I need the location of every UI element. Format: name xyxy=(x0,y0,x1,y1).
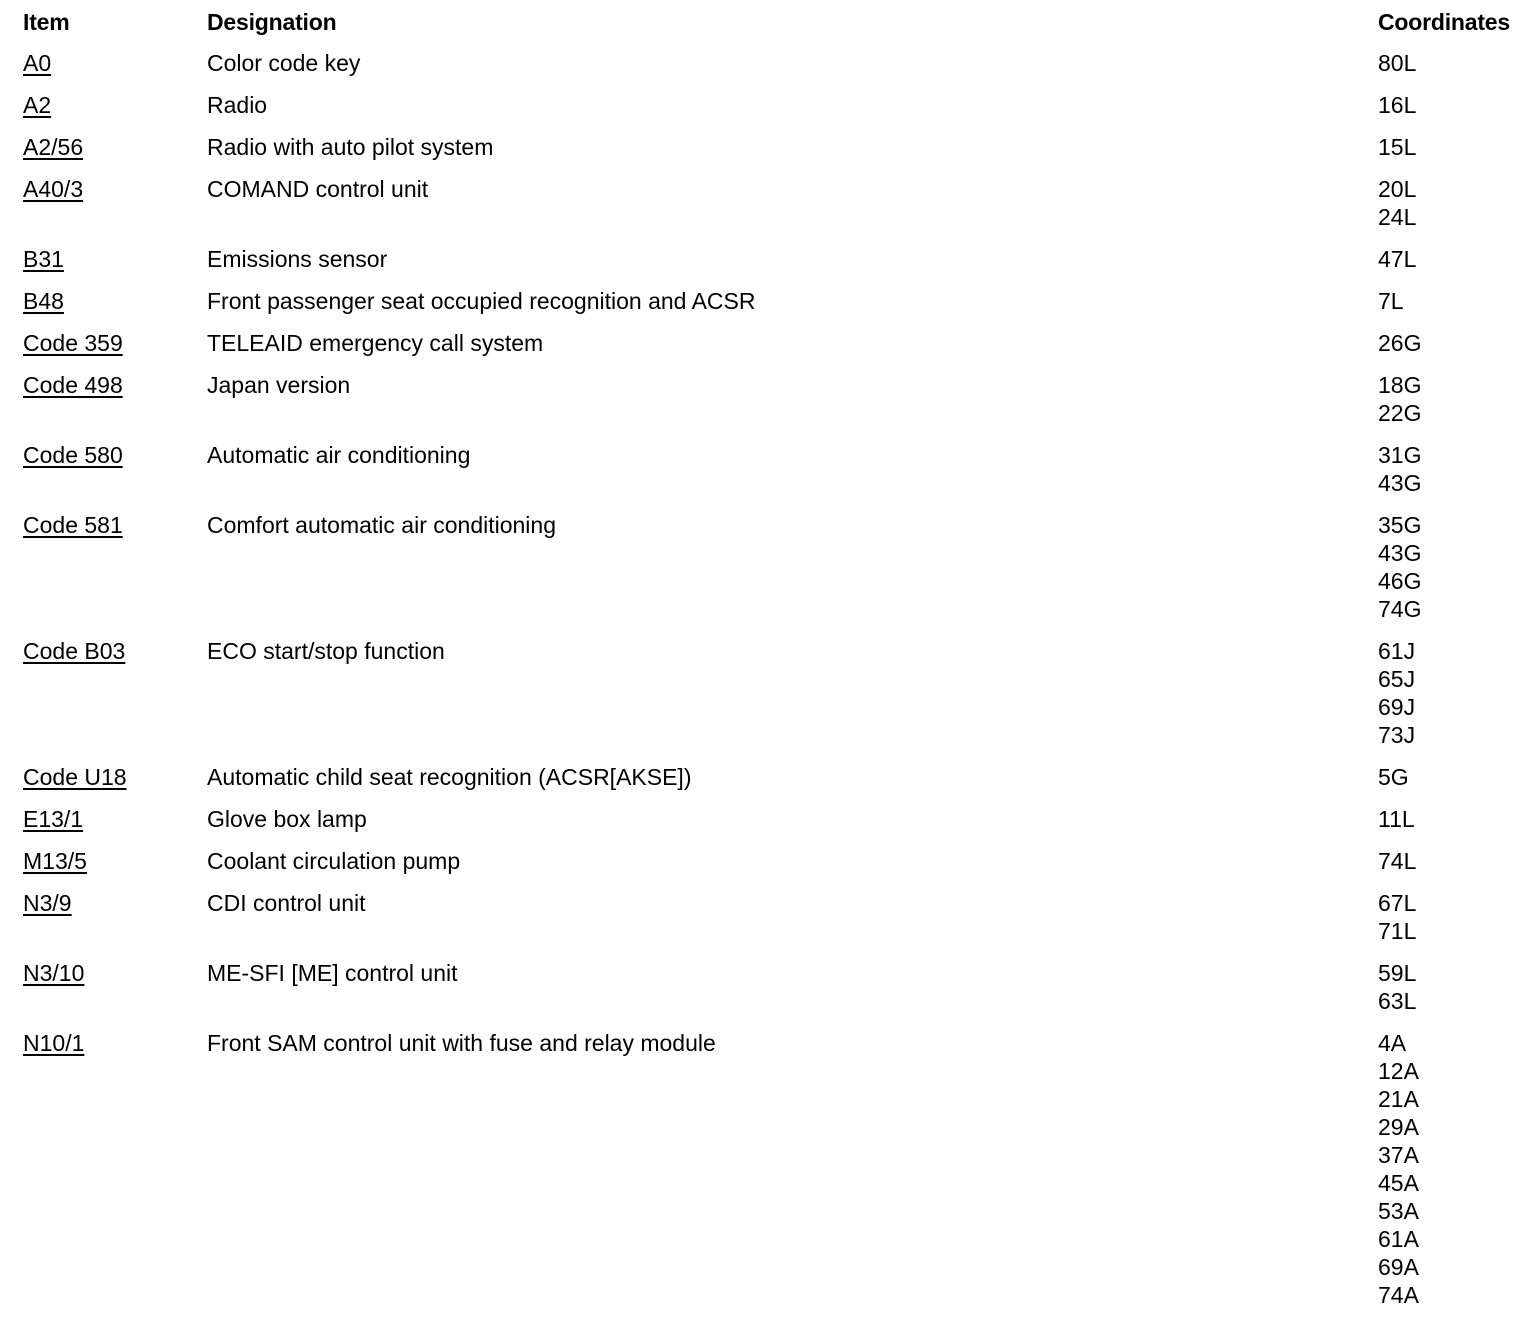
coordinate-value: 73J xyxy=(1378,722,1416,748)
coordinate-value: 65J xyxy=(1378,666,1416,692)
designation-cell: Japan version xyxy=(207,372,351,398)
designation-cell: ME-SFI [ME] control unit xyxy=(207,960,458,986)
item-link[interactable]: B31 xyxy=(23,246,64,272)
item-link[interactable]: E13/1 xyxy=(23,806,84,832)
coordinates-cell xyxy=(1378,763,1528,791)
coordinate-value: 15L xyxy=(1378,134,1417,160)
item-cell xyxy=(23,133,83,161)
item-link[interactable]: B48 xyxy=(23,288,64,314)
coordinates-cell xyxy=(1378,175,1528,231)
item-cell xyxy=(23,889,72,917)
table-row xyxy=(0,371,1536,427)
item-link[interactable]: A2 xyxy=(23,92,52,118)
table-row xyxy=(0,847,1536,875)
coordinate-value: 11L xyxy=(1378,806,1415,832)
coordinates-cell xyxy=(1378,959,1528,1015)
designation-cell: Automatic air conditioning xyxy=(207,442,471,468)
coordinate-value: 7L xyxy=(1378,288,1404,314)
table-row xyxy=(0,763,1536,791)
item-cell xyxy=(23,371,123,399)
table-row xyxy=(0,91,1536,119)
table-row xyxy=(0,287,1536,315)
coordinate-value: 16L xyxy=(1378,92,1417,118)
coordinate-value: 46G xyxy=(1378,568,1422,594)
coordinate-value: 67L xyxy=(1378,890,1417,916)
coordinate-value: 22G xyxy=(1378,400,1422,426)
table-row xyxy=(0,245,1536,273)
coordinate-value: 47L xyxy=(1378,246,1417,272)
coordinate-value: 61A xyxy=(1378,1226,1419,1252)
table-row xyxy=(0,133,1536,161)
coordinate-value: 12A xyxy=(1378,1058,1419,1084)
item-cell xyxy=(23,959,84,987)
designation-column-header: Designation xyxy=(207,9,337,35)
coordinate-value: 69A xyxy=(1378,1254,1419,1280)
item-cell xyxy=(23,245,64,273)
coordinate-value: 21A xyxy=(1378,1086,1419,1112)
coordinate-value: 43G xyxy=(1378,540,1422,566)
designation-cell: Coolant circulation pump xyxy=(207,848,461,874)
coordinate-value: 5G xyxy=(1378,764,1409,790)
designation-cell: Radio xyxy=(207,92,268,118)
item-link[interactable]: M13/5 xyxy=(23,848,87,874)
item-link[interactable]: N10/1 xyxy=(23,1030,85,1056)
coordinates-cell xyxy=(1378,245,1528,273)
item-cell xyxy=(23,441,123,469)
coordinates-cell xyxy=(1378,371,1528,427)
item-cell xyxy=(23,175,83,203)
coordinates-cell xyxy=(1378,889,1528,945)
coordinates-cell xyxy=(1378,511,1528,623)
coordinates-cell xyxy=(1378,133,1528,161)
designation-cell: CDI control unit xyxy=(207,890,366,916)
item-cell xyxy=(23,511,123,539)
table-row xyxy=(0,1029,1536,1309)
designation-cell: Front SAM control unit with fuse and relay module xyxy=(207,1030,716,1056)
table-header xyxy=(0,8,1536,38)
item-cell xyxy=(23,637,125,665)
item-link[interactable]: Code 359 xyxy=(23,330,123,356)
coordinates-cell xyxy=(1378,91,1528,119)
coordinates-cell xyxy=(1378,49,1528,77)
coordinate-value: 24L xyxy=(1378,204,1417,230)
coordinates-column-header: Coordinates xyxy=(1378,9,1510,35)
designation-cell: TELEAID emergency call system xyxy=(207,330,544,356)
designation-cell: Glove box lamp xyxy=(207,806,367,832)
item-cell xyxy=(23,1029,84,1057)
item-cell xyxy=(23,329,123,357)
item-cell xyxy=(23,763,127,791)
coordinate-value: 80L xyxy=(1378,50,1417,76)
table-row xyxy=(0,329,1536,357)
table-row xyxy=(0,441,1536,497)
designation-cell: Radio with auto pilot system xyxy=(207,134,494,160)
coordinate-value: 59L xyxy=(1378,960,1417,986)
coordinate-value: 31G xyxy=(1378,442,1422,468)
coordinate-value: 71L xyxy=(1378,918,1417,944)
item-link[interactable]: Code 498 xyxy=(23,372,123,398)
coordinate-value: 63L xyxy=(1378,988,1417,1014)
designation-cell: Color code key xyxy=(207,50,361,76)
item-link[interactable]: Code 580 xyxy=(23,442,123,468)
designation-cell: Front passenger seat occupied recognition and ACSR xyxy=(207,288,756,314)
table-row xyxy=(0,805,1536,833)
item-cell xyxy=(23,91,51,119)
coordinate-value: 35G xyxy=(1378,512,1422,538)
item-link[interactable]: Code B03 xyxy=(23,638,126,664)
coordinates-cell xyxy=(1378,805,1528,833)
table-row xyxy=(0,49,1536,77)
designation-cell: Emissions sensor xyxy=(207,246,388,272)
coordinate-value: 53A xyxy=(1378,1198,1419,1224)
coordinates-cell xyxy=(1378,441,1528,497)
item-link[interactable]: A40/3 xyxy=(23,176,84,202)
item-cell xyxy=(23,847,87,875)
table-row xyxy=(0,637,1536,749)
designation-cell: COMAND control unit xyxy=(207,176,429,202)
coordinate-value: 43G xyxy=(1378,470,1422,496)
item-cell xyxy=(23,805,83,833)
table-row xyxy=(0,889,1536,945)
item-link[interactable]: N3/9 xyxy=(23,890,72,916)
item-column-header: Item xyxy=(23,9,70,35)
coordinates-cell xyxy=(1378,287,1528,315)
item-cell xyxy=(23,287,64,315)
designation-cell: Automatic child seat recognition (ACSR[AKSE]) xyxy=(207,764,692,790)
coordinate-value: 74A xyxy=(1378,1282,1419,1308)
coordinate-value: 29A xyxy=(1378,1114,1419,1140)
coordinate-value: 61J xyxy=(1378,638,1416,664)
coordinates-cell xyxy=(1378,637,1528,749)
coordinate-value: 4A xyxy=(1378,1030,1407,1056)
table-row xyxy=(0,511,1536,623)
coordinate-value: 74G xyxy=(1378,596,1422,622)
coordinate-value: 74L xyxy=(1378,848,1417,874)
designation-cell: ECO start/stop function xyxy=(207,638,445,664)
coordinates-cell xyxy=(1378,329,1528,357)
coordinate-value: 37A xyxy=(1378,1142,1419,1168)
table-row xyxy=(0,959,1536,1015)
coordinates-cell xyxy=(1378,1029,1528,1309)
item-link[interactable]: A0 xyxy=(23,50,52,76)
item-link[interactable]: A2/56 xyxy=(23,134,84,160)
coordinates-cell xyxy=(1378,847,1528,875)
coordinate-value: 20L xyxy=(1378,176,1417,202)
coordinate-value: 69J xyxy=(1378,694,1416,720)
coordinate-value: 18G xyxy=(1378,372,1422,398)
designation-cell: Comfort automatic air conditioning xyxy=(207,512,556,538)
item-link[interactable]: Code U18 xyxy=(23,764,127,790)
item-link[interactable]: Code 581 xyxy=(23,512,123,538)
coordinate-value: 26G xyxy=(1378,330,1422,356)
table-row xyxy=(0,175,1536,231)
item-cell xyxy=(23,49,51,77)
item-link[interactable]: N3/10 xyxy=(23,960,85,986)
component-table xyxy=(0,49,1536,1323)
coordinate-value: 45A xyxy=(1378,1170,1419,1196)
